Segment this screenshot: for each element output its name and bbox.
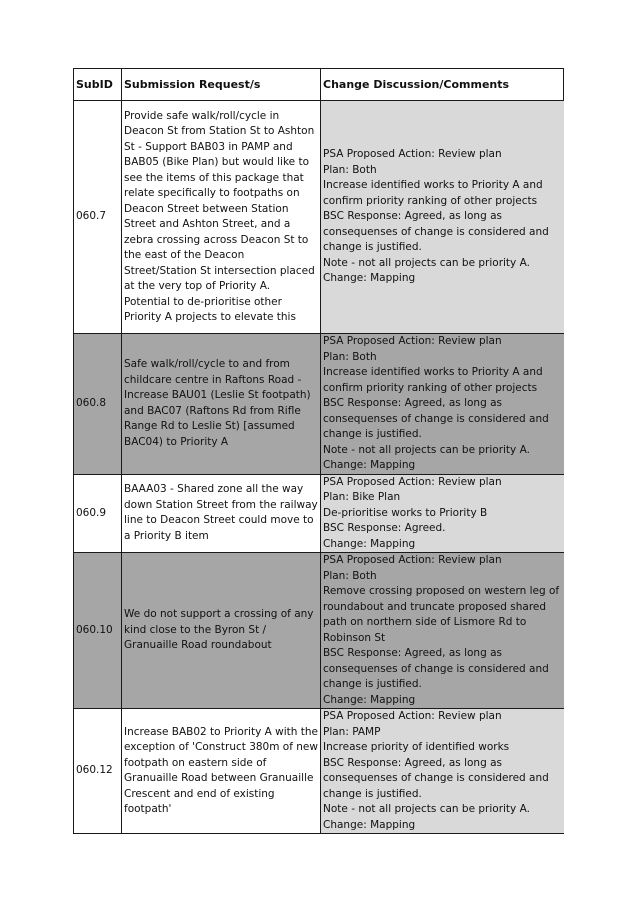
row-comments <box>321 101 564 334</box>
comment-line: Increase priority of identified works <box>323 741 510 753</box>
row-comments <box>321 334 564 475</box>
comment-line: PSA Proposed Action: Review plan <box>323 335 502 347</box>
comment-line: PSA Proposed Action: Review plan <box>323 710 502 722</box>
comment-line: Plan: Both <box>323 569 377 582</box>
comment-line: De-prioritise works to Priority B <box>323 506 488 519</box>
row-subid: 060.8 <box>74 334 122 475</box>
comment-line: Change: Mapping <box>323 537 416 550</box>
comment-line: Plan: PAMP <box>323 725 381 738</box>
comment-line: Plan: Bike Plan <box>323 491 401 503</box>
comment-line: BSC Response: Agreed, as long as consequenses of change is considered and change is justified. <box>323 210 549 254</box>
comment-line: Note - not all projects can be priority A. <box>323 443 530 456</box>
table-row <box>74 334 564 475</box>
row-request: BAAA03 - Shared zone all the way down Station Street from the railway line to Deacon Street could move to a Priority B item <box>122 474 321 553</box>
submissions-table <box>73 68 564 834</box>
comment-line: Change: Mapping <box>323 693 416 706</box>
comment-line: PSA Proposed Action: Review plan <box>323 148 502 161</box>
comment-line: Increase identified works to Priority A and confirm priority ranking of other projects <box>323 179 543 207</box>
row-comments <box>321 553 564 709</box>
comment-line: Increase identified works to Priority A and confirm priority ranking of other projects <box>323 366 543 394</box>
comment-line: BSC Response: Agreed, as long as consequenses of change is considered and change is justified. <box>323 756 549 800</box>
row-subid: 060.9 <box>74 474 122 553</box>
comment-line: BSC Response: Agreed, as long as consequenses of change is considered and change is justified. <box>323 397 549 440</box>
table-header-row <box>74 69 564 101</box>
comment-line: Note - not all projects can be priority A. <box>323 256 530 269</box>
table-row <box>74 101 564 334</box>
row-comments <box>321 709 564 834</box>
header-comments: Change Discussion/Comments <box>321 69 564 101</box>
row-subid: 060.10 <box>74 553 122 709</box>
table-row <box>74 553 564 709</box>
comment-line: PSA Proposed Action: Review plan <box>323 554 502 566</box>
row-request: Increase BAB02 to Priority A with the exception of 'Construct 380m of new footpath on eastern side of Granuaille Road between Granuaille Crescent and end of existing footpath' <box>122 709 321 834</box>
comment-line: Remove crossing proposed on western leg of roundabout and truncate proposed shared path on northern side of Lismore Rd to Robinson St <box>323 585 560 644</box>
header-request: Submission Request/s <box>122 69 321 101</box>
row-comments <box>321 474 564 553</box>
comment-line: Change: Mapping <box>323 272 416 285</box>
row-request: Provide safe walk/roll/cycle in Deacon St from Station St to Ashton St - Support BAB03 in PAMP and BAB05 (Bike Plan) but would like to see the items of this package that relate specifically to footpaths on Deacon Street between Station Street and Ashton Street, and a zebra crossing across Deacon St to the east of the Deacon Street/Station St intersection placed at the very top of Priority A. Potential to de-prioritise other Priority A projects to elevate this <box>122 101 321 334</box>
comment-line: PSA Proposed Action: Review plan <box>323 475 502 488</box>
comment-line: Change: Mapping <box>323 459 416 471</box>
comment-line: BSC Response: Agreed. <box>323 522 446 534</box>
row-request: We do not support a crossing of any kind close to the Byron St / Granuaille Road roundabout <box>122 553 321 709</box>
table-row <box>74 474 564 553</box>
submissions-table-page <box>73 68 564 834</box>
table-row <box>74 709 564 834</box>
header-subid: SubID <box>74 69 122 101</box>
row-subid: 060.7 <box>74 101 122 334</box>
comment-line: Plan: Both <box>323 350 377 363</box>
comment-line: BSC Response: Agreed, as long as consequenses of change is considered and change is justified. <box>323 647 549 690</box>
comment-line: Note - not all projects can be priority A. <box>323 803 530 815</box>
comment-line: Plan: Both <box>323 163 377 176</box>
row-subid: 060.12 <box>74 709 122 834</box>
comment-line: Change: Mapping <box>323 818 416 831</box>
row-request: Safe walk/roll/cycle to and from childcare centre in Raftons Road - Increase BAU01 (Leslie St footpath) and BAC07 (Raftons Rd from Rifle Range Rd to Leslie St) [assumed BAC04) to Priority A <box>122 334 321 475</box>
